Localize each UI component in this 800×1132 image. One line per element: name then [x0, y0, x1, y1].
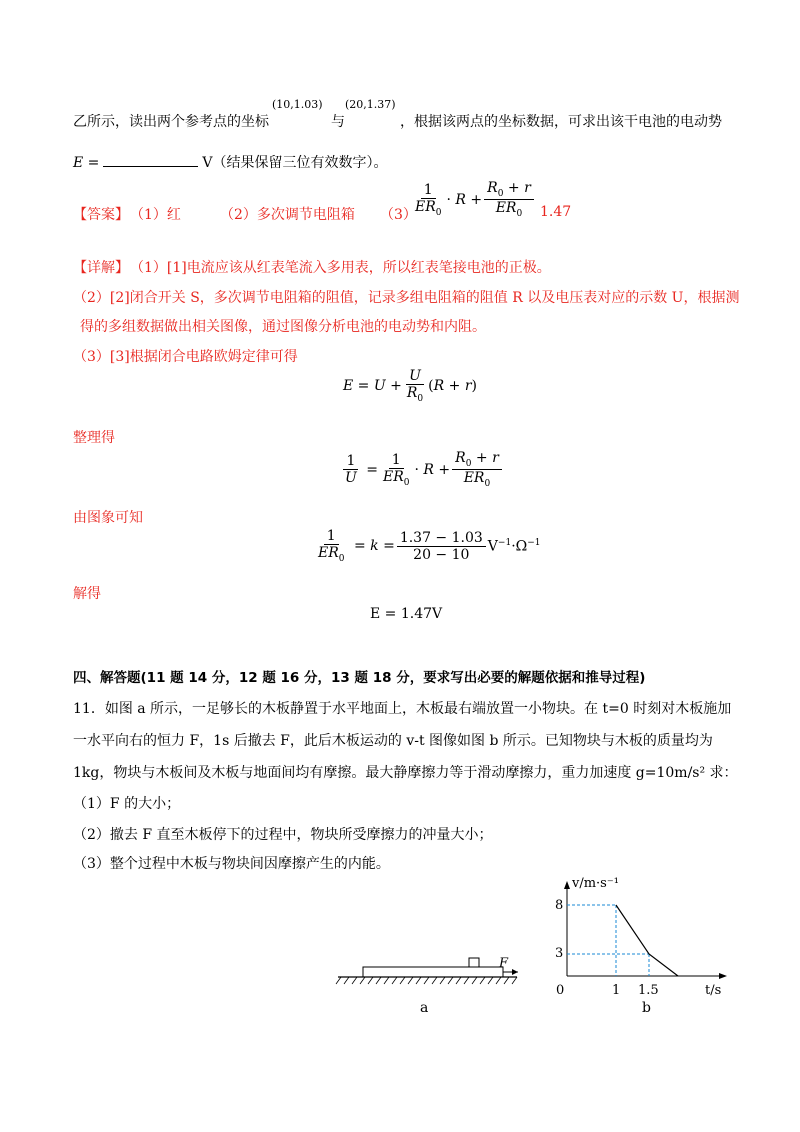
- equation-3: $\frac{1}{ER_0}$ = k = $\frac{1.37 - 1.03}{20 - 10}$ $V^{-1}\cdot\Omega^{-1}$: [318, 528, 541, 564]
- figure-a-diagram: [335, 955, 525, 995]
- origin-label: 0: [556, 983, 565, 998]
- detail-p2a: （2）[2]闭合开关 S，多次调节电阻箱的阻值，记录多组电阻箱的阻值 R 以及电压表对应的示数 U，根据测: [73, 290, 740, 306]
- q11-sub-3: （3）整个过程中木板与物块间因摩擦产生的内能。: [73, 856, 390, 872]
- intro-line-1: [73, 111, 269, 131]
- arrange-label: 整理得: [73, 430, 115, 446]
- equation-1: E = U + $\frac{U}{R_0}$ (R + r): [343, 368, 477, 404]
- q11-sub-1: （1）F 的大小；: [73, 796, 181, 812]
- detail-tag: 【详解】: [73, 260, 129, 276]
- answer-2: （2）多次调节电阻箱: [220, 207, 355, 223]
- tick-8: 8: [555, 898, 564, 913]
- force-label: F: [499, 956, 509, 971]
- v-axis-arrow: [564, 881, 570, 889]
- emf-unit-text: V（结果保留三位有效数字）。: [202, 155, 388, 171]
- vt-curve: [616, 905, 678, 976]
- figure-b-label: b: [642, 1000, 651, 1016]
- equation-2: $\frac{1}{U}$ = $\frac{1}{ER_0}$ · R + $\frac{R_0 + r}{ER_0}$: [340, 450, 504, 489]
- intro-text-a: 乙所示，读出两个参考点的坐标: [73, 114, 269, 130]
- ground-hatch: [336, 977, 517, 984]
- force-arrow-head: [512, 969, 518, 975]
- tick-3: 3: [555, 946, 564, 961]
- detail-p1: （1）[1]电流应该从红表笔流入多用表，所以红表笔接电池的正极。: [130, 260, 551, 276]
- result-equation: E = 1.47V: [370, 606, 443, 622]
- v-axis-label: v/m·s⁻¹: [572, 876, 619, 891]
- point-1: (10,1.03): [272, 98, 323, 111]
- solve-label: 解得: [73, 586, 101, 602]
- intro-text-b: ，根据该两点的坐标数据，可求出该干电池的电动势: [400, 114, 722, 130]
- tick-1: 1: [612, 983, 621, 998]
- answer-blank: [103, 154, 198, 167]
- from-graph-label: 由图象可知: [73, 510, 143, 526]
- q11-sub-2: （2）撤去 F 直至木板停下的过程中，物块所受摩擦力的冲量大小；: [73, 827, 493, 843]
- point-2: (20,1.37): [345, 98, 396, 111]
- answer-3: （3）: [380, 207, 417, 223]
- t-axis-label: t/s: [705, 983, 722, 998]
- answer-tag: 【答案】: [73, 207, 129, 223]
- conj-yu: 与: [331, 114, 345, 130]
- detail-p3: （3）[3]根据闭合电路欧姆定律可得: [73, 349, 298, 365]
- emf-line: [73, 152, 388, 172]
- answer-1: （1）红: [130, 207, 181, 223]
- section-heading: 四、解答题(11 题 14 分，12 题 16 分，13 题 18 分，要求写出必要的解题依据和推导过程): [73, 670, 646, 686]
- block-shape: [469, 958, 479, 967]
- tick-1-5: 1.5: [638, 983, 659, 998]
- board-shape: [363, 967, 503, 977]
- answer-formula: $\frac{1}{ER_0}$ · R + $\frac{R_0 + r}{ER_0}$: [410, 180, 536, 219]
- answer-value: 1.47: [540, 204, 572, 220]
- detail-p2b: 得的多组数据做出相关图像，通过图像分析电池的电动势和内阻。: [80, 319, 486, 335]
- q11-line-1: 11．如图 a 所示，一足够长的木板静置于水平地面上，木板最右端放置一小物块。在 t=0 时刻对木板施加: [73, 701, 732, 717]
- q11-line-2: 一水平向右的恒力 F，1s 后撤去 F，此后木板运动的 v-t 图像如图 b 所示。已知物块与木板的质量均为: [73, 733, 713, 749]
- figure-b-graph: [540, 875, 740, 990]
- q11-line-3: 1kg，物块与木板间及木板与地面间均有摩擦。最大静摩擦力等于滑动摩擦力，重力加速度 g=10m/s² 求：: [73, 765, 738, 781]
- emf-symbol: E =: [73, 155, 100, 171]
- figure-a-label: a: [420, 1000, 429, 1016]
- t-axis-arrow: [719, 973, 727, 979]
